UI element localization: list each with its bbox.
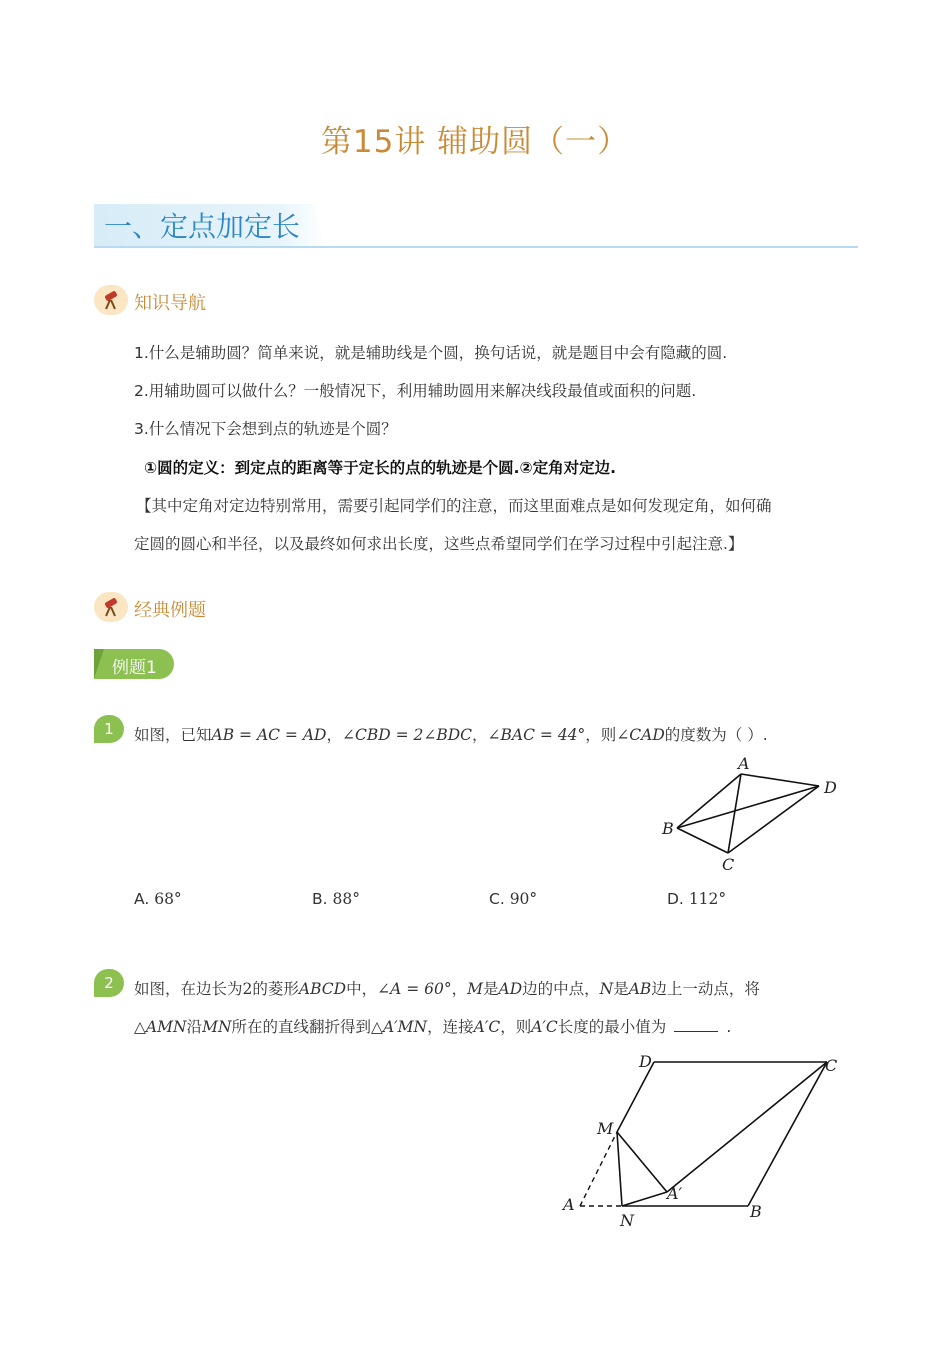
q1-prefix: 如图，已知 [134,726,212,744]
q2-triangle-folded: △A′MN [371,1018,428,1036]
label-B: B [662,819,674,838]
edge-DM [617,1062,654,1132]
label-C: C [825,1056,838,1075]
edge-BC [677,828,728,853]
q1-cond-1: AB = AC = AD [211,726,327,744]
label-A: A [563,1195,575,1214]
knowledge-note-line-1: 【其中定角对定边特别常用，需要引起同学们的注意，而这里面难点是如何发现定角，如何确 [136,497,772,515]
q2-text: 中， [346,980,378,998]
edge-MA1 [617,1132,667,1192]
q2-side-length: 2 [242,980,253,998]
q1-figure [655,752,845,877]
q2-point-m: M [467,980,483,998]
label-D: D [639,1052,652,1071]
option-b [312,890,360,908]
knowledge-note-line-2: 定圆的圆心和半径，以及最终如何求出长度，这些点希望同学们在学习过程中引起注意.】 [134,535,744,553]
label-M: M [597,1119,614,1138]
edge-AD [741,774,819,786]
q2-text: 是 [482,980,499,998]
question-number-2: 2 [94,969,124,997]
option-d-key: D. [667,890,684,908]
example-tag [94,649,174,679]
q1-sep-1: ， [326,726,342,744]
example-tag-text: 例题1 [112,658,157,678]
q2-text: 是 [613,980,629,998]
label-N: N [620,1211,634,1230]
telescope-icon [94,285,128,315]
section-divider [94,246,858,248]
option-c-value: 90° [509,890,538,908]
telescope-icon [94,592,128,622]
answer-blank [674,1031,718,1032]
label-C: C [722,855,735,874]
question-number-1: 1 [94,715,124,743]
tag-fold [94,649,104,679]
q2-side-ab: AB [628,980,652,998]
edge-AC [728,774,741,853]
q2-segment: A′C [531,1018,558,1036]
edge-NA1 [622,1192,667,1206]
q2-text: 长度的最小值为 [557,1018,667,1036]
edge-CD [728,786,819,853]
q2-point-n: N [599,980,614,998]
q2-line-mn: MN [202,1018,232,1036]
knowledge-item-2: 2.用辅助圆可以做什么？一般情况下，利用辅助圆用来解决线段最值或面积的问题. [134,382,697,400]
option-a-value: 68° [154,890,182,908]
section-heading: 一、定点加定长 [104,210,301,243]
q2-text: ，则 [500,1018,532,1036]
q2-text: ，连接 [427,1018,474,1036]
q2-side-ad: AD [498,980,523,998]
label-A: A [738,754,750,773]
q2-text: ， [451,980,468,998]
q1-suffix-a: ，则 [585,726,617,744]
q2-text: 沿 [186,1018,203,1036]
page-title: 第15讲 辅助圆（一） [320,124,630,160]
q2-shape: ABCD [298,980,347,998]
q1-cond-3: ∠BAC = 44° [487,726,586,744]
question-2-line-2 [134,1015,731,1037]
q2-text: 边的中点， [522,980,600,998]
question-1-text [134,723,768,745]
q2-triangle: △AMN [134,1018,187,1036]
edge-CB [748,1062,827,1206]
q2-text: 如图，在边长为 [134,980,243,998]
edge-A1C [667,1062,827,1192]
label-A-prime: A′ [667,1184,683,1203]
label-D: D [824,778,837,797]
knowledge-item-3: 3.什么情况下会想到点的轨迹是个圆？ [134,420,397,438]
knowledge-key-point: ①圆的定义：到定点的距离等于定长的点的轨迹是个圆.②定角对定边. [144,459,617,477]
label-B: B [750,1202,762,1221]
q1-cond-2: ∠CBD = 2∠BDC [341,726,473,744]
edge-AB [677,774,741,828]
option-d [667,890,726,908]
edge-MN [617,1132,622,1206]
q2-text: . [726,1018,732,1036]
q2-segment: A′C [473,1018,501,1036]
option-b-key: B. [312,890,328,908]
option-b-value: 88° [332,890,360,908]
examples-label: 经典例题 [134,600,206,621]
q2-angle: ∠A = 60° [377,980,452,998]
knowledge-item-1: 1.什么是辅助圆？简单来说，就是辅助线是个圆，换句话说，就是题目中会有隐藏的圆. [134,344,728,362]
knowledge-label: 知识导航 [134,293,206,314]
q2-text: 所在的直线翻折得到 [231,1018,372,1036]
option-a [134,890,182,908]
option-c [489,890,537,908]
q1-target: ∠CAD [616,726,665,744]
q2-text: 的菱形 [252,980,299,998]
edge-BD [677,786,819,828]
option-c-key: C. [489,890,505,908]
q1-sep-2: ， [472,726,488,744]
question-2-line-1 [134,977,760,999]
option-d-value: 112° [688,890,727,908]
option-a-key: A. [134,890,150,908]
q2-figure [555,1050,855,1235]
q1-suffix-b: 的度数为（ ）. [664,726,768,744]
edge-AM-dashed [580,1132,617,1206]
q2-text: 边上一动点，将 [651,980,760,998]
